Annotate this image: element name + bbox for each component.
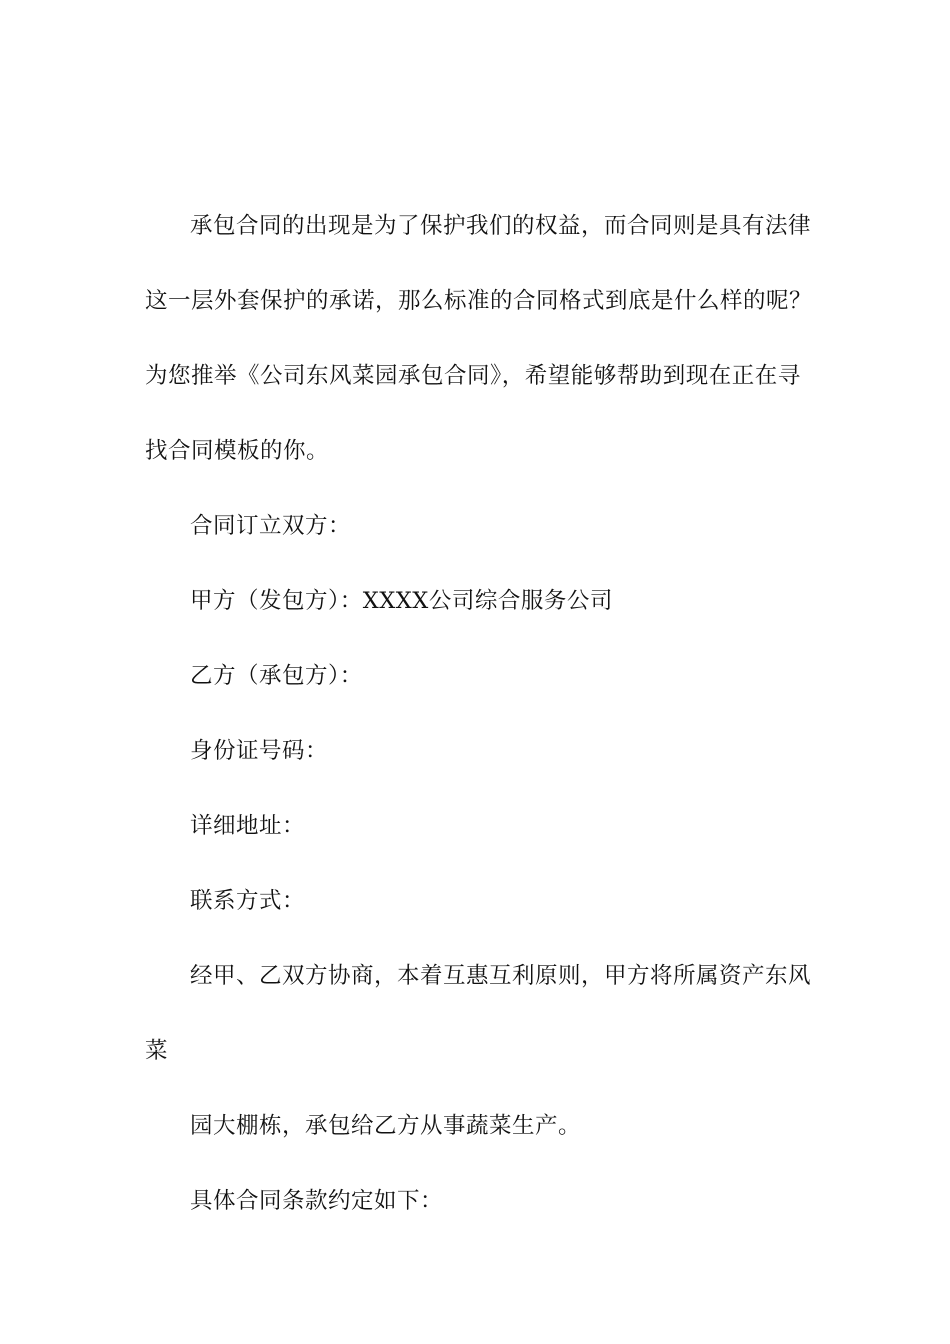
- terms-intro-line: 具体合同条款约定如下：: [190, 1188, 444, 1214]
- contact-line: 联系方式：: [190, 888, 306, 914]
- agreement-paragraph-line-3: 园大棚栋，承包给乙方从事蔬菜生产。: [190, 1113, 582, 1139]
- party-a-line: 甲方（发包方）：XXXX公司综合服务公司: [190, 588, 613, 614]
- paragraph-intro-line-4: 找合同模板的你。: [145, 438, 330, 464]
- address-line: 详细地址：: [190, 813, 306, 839]
- id-number-line: 身份证号码：: [190, 738, 329, 764]
- parties-heading: 合同订立双方：: [190, 513, 352, 539]
- paragraph-intro-line-2: 这一层外套保护的承诺，那么标准的合同格式到底是什么样的呢？: [145, 288, 813, 314]
- paragraph-intro-line-3: 为您推举《公司东风菜园承包合同》，希望能够帮助到现在正在寻: [145, 363, 801, 389]
- paragraph-intro-line-1: 承包合同的出现是为了保护我们的权益，而合同则是具有法律: [190, 213, 812, 239]
- agreement-paragraph-line-1: 经甲、乙双方协商，本着互惠互利原则，甲方将所属资产东风: [190, 963, 812, 989]
- agreement-paragraph-line-2: 菜: [145, 1038, 169, 1064]
- party-b-line: 乙方（承包方）：: [190, 663, 363, 689]
